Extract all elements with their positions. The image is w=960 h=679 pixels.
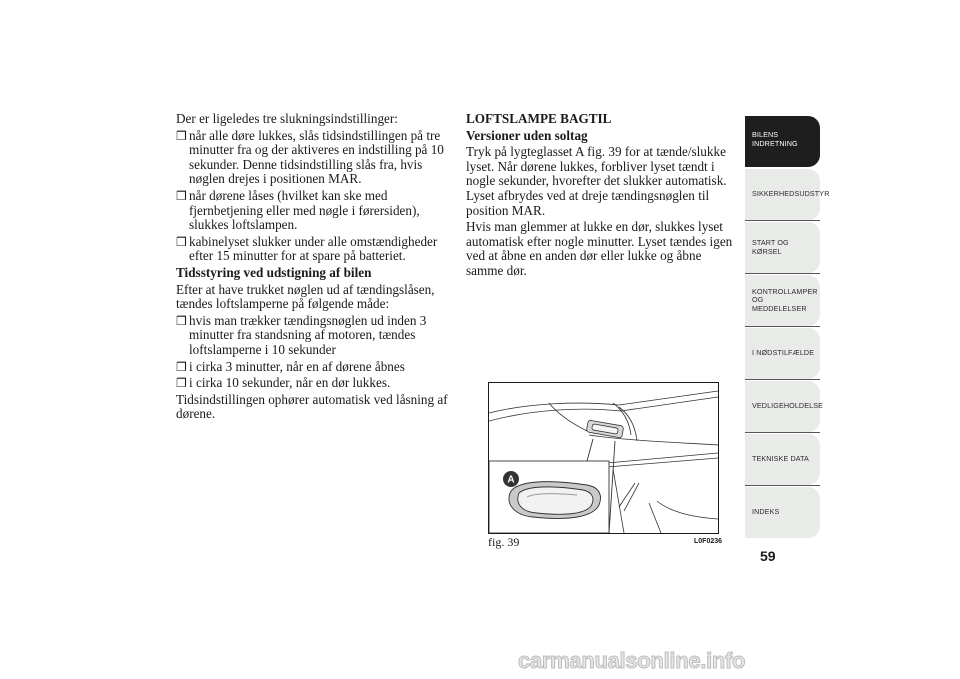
list-item: ❒ i cirka 10 sekunder, når en dør lukkes. (176, 375, 391, 391)
figure-caption: fig. 39 (488, 535, 520, 549)
right-column (466, 112, 742, 281)
tab-start-og-korsel[interactable]: START OG KØRSEL (745, 222, 820, 273)
ceiling-lamp-illustration (489, 383, 718, 533)
chapter-tabs (745, 116, 830, 540)
figure-rear-ceiling-lamp (488, 382, 719, 534)
checkbox-bullet-icon: ❒ (176, 313, 187, 328)
section-heading: Tidsstyring ved udstigning af bilen (176, 264, 372, 280)
checkbox-bullet-icon: ❒ (176, 359, 187, 374)
tab-sikkerhedsudstyr[interactable]: SIKKERHEDSUDSTYR (745, 169, 820, 220)
checkbox-bullet-icon: ❒ (176, 128, 187, 143)
left-column (176, 112, 454, 424)
checkbox-bullet-icon: ❒ (176, 234, 187, 249)
callout-label: A (507, 474, 515, 486)
tab-vedligeholdelse[interactable]: VEDLIGEHOLDELSE (745, 381, 820, 432)
section-subtitle: Versioner uden soltag (466, 127, 588, 143)
figure-code: L0F0236 (694, 538, 723, 545)
intro-text: Der er ligeledes tre slukningsindstillinger: (176, 111, 398, 126)
section-title: LOFTSLAMPE BAGTIL (466, 111, 612, 126)
list-item: ❒ når dørene låses (hvilket kan ske med fjernbetjening eller med nøgle i førersiden), slukkes loftslampen. (176, 187, 420, 233)
body-paragraph: Efter at have trukket nøglen ud af tændingslåsen, tændes loftslamperne på følgende måde: (176, 281, 435, 312)
tab-indeks[interactable]: INDEKS (745, 487, 820, 538)
tab-bilens-indretning[interactable]: BILENS INDRETNING (745, 116, 820, 167)
tab-tekniske-data[interactable]: TEKNISKE DATA (745, 434, 820, 485)
list-item: ❒ kabinelyset slukker under alle omstændigheder efter 15 minutter for at spare på batteriet. (176, 233, 438, 264)
list-item: ❒ hvis man trækker tændingsnøglen ud inden 3 minutter fra standsning af motoren, tændes loftslamperne i 10 sekunder (176, 312, 427, 357)
checkbox-bullet-icon: ❒ (176, 376, 187, 391)
list-item: ❒ når alle døre lukkes, slås tidsindstillingen på tre minutter fra og der aktiveres en indstilling på 10 sekunder. Denne tidsindstilling slås fra, hvis nøglen drejes i positionen MAR. (176, 127, 444, 187)
tab-kontrollamper[interactable]: KONTROLLAMPER OG MEDDELELSER (745, 275, 820, 326)
body-paragraph: Hvis man glemmer at lukke en dør, slukkes lyset automatisk efter nogle minutter. Lyset tændes igen ved at åbne en anden dør eller lukke og åbne samme dør. (466, 219, 733, 278)
list-item: ❒ i cirka 3 minutter, når en af dørene åbnes (176, 358, 405, 374)
body-paragraph: Tryk på lygteglasset A fig. 39 for at tænde/slukke lyset. Når dørene lukkes, forbliver lyset tændt i nogle sekunder, hvorefter det slukker automatisk. Lyset afbrydes ved at dreje tændingsnøglen til position MAR. (466, 144, 727, 218)
watermark: carmanualsonline.info (518, 648, 746, 673)
tab-i-nodstilfaelde[interactable]: I NØDSTILFÆLDE (745, 328, 820, 379)
checkbox-bullet-icon: ❒ (176, 188, 187, 203)
closing-paragraph: Tidsindstillingen ophører automatisk ved låsning af dørene. (176, 391, 448, 422)
page-number: 59 (760, 548, 776, 564)
